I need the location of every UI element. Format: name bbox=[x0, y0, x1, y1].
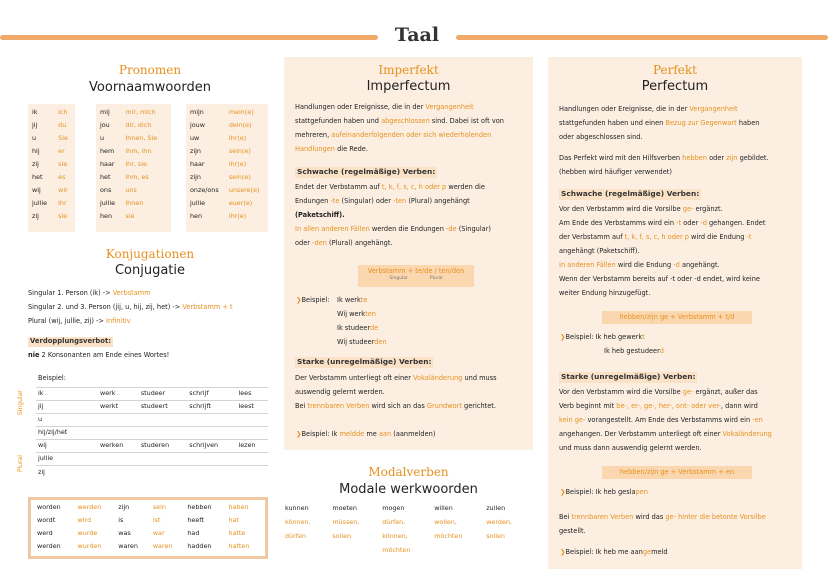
konj-row bbox=[36, 440, 268, 453]
konj-cell bbox=[187, 427, 236, 440]
imp-ex-4: Wij studeerden bbox=[337, 338, 387, 346]
pronomen-table-2 bbox=[98, 106, 171, 223]
perf-p3: oder abgeschlossen sind. bbox=[559, 133, 643, 141]
konj-cell: ik bbox=[36, 388, 98, 401]
imperfekt-title: Imperfekt bbox=[378, 63, 439, 77]
pronomen-dutch: zij bbox=[32, 159, 39, 168]
konj-cell bbox=[98, 466, 139, 479]
perfekt-subtitle: Perfectum bbox=[641, 79, 709, 94]
konjugation-subtitle: Conjugatie bbox=[114, 263, 186, 278]
pronomen-dutch: haar bbox=[100, 159, 115, 168]
header-bar-right bbox=[456, 35, 828, 40]
modal-cell: können, bbox=[285, 518, 311, 526]
imp-intro-2: stattgefunden haben und abgeschlossen sind. Dabei ist oft von bbox=[295, 117, 504, 125]
konj-cell: wij bbox=[36, 440, 98, 453]
pronomen-dutch: het bbox=[100, 172, 111, 181]
verbs-cell: war bbox=[152, 528, 165, 537]
pronomen-german: ich bbox=[58, 107, 68, 116]
pronomen-dutch: ons bbox=[100, 185, 112, 194]
pronomen-row bbox=[98, 145, 171, 158]
perf-b2: Ik heb gestudeerd bbox=[604, 347, 664, 355]
perf-w3: der Verbstamm auf t, k, f, s, c, h oder p wird die Endung -t bbox=[559, 233, 752, 241]
modal-row bbox=[284, 518, 533, 532]
konj-cell: schrijven bbox=[187, 440, 236, 453]
chevron-right-icon: ❯ bbox=[296, 430, 302, 438]
modal-head: kunnen bbox=[285, 504, 309, 512]
imp-k3: Bei trennbaren Verben wird sich an das Grundwort gerichtet. bbox=[295, 402, 496, 410]
modal-cell: dürfen bbox=[285, 532, 306, 540]
perf-w5: In anderen Fällen wird die Endung -d angehängt. bbox=[559, 261, 720, 269]
konj-row bbox=[36, 453, 268, 466]
pronomen-dutch: wij bbox=[32, 185, 41, 194]
konj-cell: u bbox=[36, 414, 98, 427]
verbs-cell: zijn bbox=[118, 502, 130, 511]
konjugation-title: Konjugationen bbox=[105, 247, 195, 261]
pronomen-row bbox=[30, 210, 75, 223]
pronomen-dutch: mij bbox=[100, 107, 110, 116]
chevron-right-icon: ❯ bbox=[560, 548, 566, 556]
perf-p1: Handlungen oder Ereignisse, die in der Vergangenheit bbox=[559, 105, 738, 113]
imp-k1: Der Verbstamm unterliegt oft einer Vokaländerung und muss bbox=[295, 374, 497, 382]
pronomen-german: uns bbox=[125, 185, 137, 194]
perf-stark-title: Starke (unregelmäßige) Verben: bbox=[561, 372, 696, 381]
verbs-cell: wordt bbox=[37, 515, 56, 524]
pronomen-row bbox=[98, 184, 171, 197]
perf-w4: angehängt (Paketschiff). bbox=[559, 247, 640, 255]
verbs-cell: hatte bbox=[228, 528, 246, 537]
perf-w6: Wenn der Verbstamm bereits auf -t oder -d endet, wird keine bbox=[559, 275, 760, 283]
perf-p4: Das Perfekt wird mit den Hilfsverben hebben oder zijn gebildet. bbox=[559, 154, 769, 162]
konj-cell: lees bbox=[236, 388, 268, 401]
konj-cell bbox=[187, 414, 236, 427]
verbs-cell: had bbox=[187, 528, 200, 537]
perf-p5: (hebben wird häufiger verwendet) bbox=[559, 168, 672, 176]
perf-b1: ❯Beispiel: Ik heb gewerkt bbox=[560, 333, 645, 341]
konj-cell bbox=[139, 427, 187, 440]
imp-ex-2: Wij werkten bbox=[337, 310, 376, 318]
konj-cell bbox=[139, 466, 187, 479]
modal-cell: werden, bbox=[486, 518, 512, 526]
perf-x1: Vor den Verbstamm wird die Vorsilbe ge- ergänzt, außer das bbox=[559, 388, 758, 396]
pronomen-german: euer(e) bbox=[228, 198, 253, 207]
perfekt-title: Perfekt bbox=[652, 63, 697, 77]
pronomen-german: sie bbox=[58, 211, 68, 220]
pronomen-row bbox=[188, 145, 268, 158]
pronomen-dutch: u bbox=[100, 133, 105, 142]
pronomen-german: er bbox=[58, 146, 65, 155]
pronomen-dutch: jouw bbox=[190, 120, 205, 129]
pronomen-german: mein(e) bbox=[228, 107, 254, 116]
pronomen-row bbox=[98, 171, 171, 184]
modal-head: mogen bbox=[382, 504, 405, 512]
verbs-row bbox=[35, 540, 263, 553]
imp-s4: In allen anderen Fällen werden die Endungen -de (Singular) bbox=[295, 225, 491, 233]
pronomen-row bbox=[30, 106, 75, 119]
pronomen-german: ihr bbox=[58, 198, 67, 207]
konj-cell: studeert bbox=[139, 401, 187, 414]
verbs-cell: waren bbox=[118, 541, 138, 550]
pronomen-row bbox=[98, 158, 171, 171]
modal-cell: möchten bbox=[434, 532, 463, 540]
imp-schwach-title: Schwache (regelmäßige) Verben: bbox=[297, 167, 436, 176]
konj-cell: lezen bbox=[236, 440, 268, 453]
chevron-right-icon: ❯ bbox=[296, 296, 302, 304]
konj-cell: schrijf bbox=[187, 388, 236, 401]
pronomen-german: sein(e) bbox=[228, 172, 251, 181]
perf-formula-2: hebben/zijn ge + Verbstamm + en bbox=[602, 466, 752, 479]
pronomen-dutch: hen bbox=[100, 211, 113, 220]
pronomen-row bbox=[188, 106, 268, 119]
konj-cell bbox=[139, 414, 187, 427]
verbs-cell: hat bbox=[228, 515, 239, 524]
modal-cell: dürfen, bbox=[382, 518, 406, 526]
perf-x3: kein ge- vorangestellt. Am Ende des Verbstamms wird ein -en bbox=[559, 416, 763, 424]
modal-row bbox=[284, 546, 533, 560]
pronomen-german: Ihnen, Sie bbox=[125, 133, 158, 142]
perf-x4: angehangen. Der Verbstamm unterliegt oft einer Vokaländerung bbox=[559, 430, 772, 438]
pronomen-german: sein(e) bbox=[228, 146, 251, 155]
modal-subtitle: Modale werkwoorden bbox=[339, 482, 478, 497]
verbs-cell: wird bbox=[77, 515, 92, 524]
pronomen-row bbox=[30, 158, 75, 171]
verbs-cell: waren bbox=[152, 541, 173, 550]
modal-cell bbox=[331, 546, 381, 560]
pronomen-german: ihr, sie bbox=[125, 159, 147, 168]
konj-cell: werken bbox=[98, 440, 139, 453]
imp-ex-3: Ik studeerde bbox=[337, 324, 379, 332]
pronomen-row bbox=[98, 210, 171, 223]
pronomen-german: dir, dich bbox=[125, 120, 152, 129]
pronomen-german: ihr(e) bbox=[228, 211, 247, 220]
pronomen-title: Pronomen bbox=[118, 63, 182, 77]
modal-cell: sollen bbox=[486, 532, 505, 540]
modal-cell: wollen, bbox=[434, 518, 457, 526]
imp-intro-1: Handlungen oder Ereignisse, die in der Vergangenheit bbox=[295, 103, 474, 111]
pronomen-dutch: jou bbox=[100, 120, 110, 129]
verbs-cell: hadden bbox=[187, 541, 212, 550]
perf-schwach-title: Schwache (regelmäßige) Verben: bbox=[561, 189, 700, 198]
imp-s5: oder -den (Plural) angehängt. bbox=[295, 239, 393, 247]
pronomen-dutch: zij bbox=[32, 211, 39, 220]
imp-ex-1: Ik werkte bbox=[337, 296, 368, 304]
plural-side-label: Plural bbox=[17, 455, 24, 472]
pronomen-german: sie bbox=[58, 159, 68, 168]
pronomen-row bbox=[188, 132, 268, 145]
pronomen-dutch: mijn bbox=[190, 107, 204, 116]
pronomen-german: sie bbox=[125, 211, 135, 220]
pronomen-german: wir bbox=[58, 185, 68, 194]
modal-head: zullen bbox=[486, 504, 506, 512]
imp-formula-legend: Singular Plural bbox=[389, 275, 443, 281]
verbs-table bbox=[35, 501, 263, 553]
modal-table bbox=[284, 504, 533, 560]
header-bar-left bbox=[0, 35, 378, 40]
verbs-cell: heeft bbox=[187, 515, 204, 524]
imp-s3: (Paketschiff). bbox=[295, 211, 345, 219]
konj-rule-2: Singular 2. und 3. Person (jij, u, hij, zij, het) -> Verbstamm + t bbox=[28, 303, 233, 311]
modal-cell: möchten bbox=[382, 546, 411, 554]
pronomen-german: ihm, ihn bbox=[125, 146, 152, 155]
verbs-cell: wurde bbox=[77, 528, 98, 537]
imp-s1: Endet der Verbstamm auf t, k, f, s, c, h oder p werden die bbox=[295, 183, 485, 191]
konj-cell bbox=[139, 453, 187, 466]
konj-row bbox=[36, 427, 268, 440]
imp-k2: auswendig gelernt werden. bbox=[295, 388, 385, 396]
imp-s2: Endungen -te (Singular) oder -ten (Plural) angehängt bbox=[295, 197, 470, 205]
perf-formula-1: hebben/zijn ge + Verbstamm + t/d bbox=[602, 311, 752, 324]
pronomen-dutch: hem bbox=[100, 146, 115, 155]
pronomen-table-3 bbox=[188, 106, 268, 223]
pronomen-row bbox=[188, 184, 268, 197]
verbs-cell: hebben bbox=[187, 502, 212, 511]
konj-cell: werkt bbox=[98, 401, 139, 414]
perf-w2: Am Ende des Verbstamms wird ein -t oder -d gehangen. Endet bbox=[559, 219, 766, 227]
verbs-cell: haben bbox=[228, 502, 249, 511]
perf-w7: weiter Endung hinzugefügt. bbox=[559, 289, 651, 297]
pronomen-dutch: haar bbox=[190, 159, 205, 168]
verbs-cell: wurden bbox=[77, 541, 102, 550]
perf-bsp3: ❯Beispiel: Ik heb me aangemeld bbox=[560, 548, 668, 556]
konj-cell: hij/zij/het bbox=[36, 427, 98, 440]
modal-cell bbox=[485, 546, 533, 560]
modal-cell: sollen bbox=[332, 532, 352, 540]
page-title: Taal bbox=[394, 24, 440, 46]
pronomen-german: ihnen bbox=[125, 198, 144, 207]
pronomen-dutch: zijn bbox=[190, 146, 201, 155]
pronomen-row bbox=[30, 132, 75, 145]
pronomen-dutch: uw bbox=[190, 133, 200, 142]
verbs-cell: is bbox=[118, 515, 124, 524]
konj-row bbox=[36, 401, 268, 414]
konj-cell bbox=[187, 453, 236, 466]
imp-k4: ❯Beispiel: Ik meldde me aan (aanmelden) bbox=[296, 430, 436, 438]
chevron-right-icon: ❯ bbox=[560, 488, 566, 496]
konj-cell: zij bbox=[36, 466, 98, 479]
perf-w1: Vor den Verbstamm wird die Vorsilbe ge- ergänzt. bbox=[559, 205, 723, 213]
pronomen-table-1 bbox=[30, 106, 75, 223]
pronomen-dutch: u bbox=[32, 133, 37, 142]
verbs-cell: ist bbox=[152, 515, 161, 524]
pronomen-dutch: jij bbox=[32, 120, 38, 129]
perf-x2: Verb beginnt mit be-, er-, ge-, her-, ont- oder ver-, dann wird bbox=[559, 402, 758, 410]
pronomen-row bbox=[188, 119, 268, 132]
pronomen-row bbox=[188, 210, 268, 223]
pronomen-german: Ihr(e) bbox=[228, 133, 247, 142]
pronomen-german: unsere(e) bbox=[228, 185, 260, 194]
pronomen-row bbox=[30, 197, 75, 210]
pronomen-dutch: zijn bbox=[190, 172, 201, 181]
pronomen-german: dein(e) bbox=[228, 120, 252, 129]
verdopplung-title: Verdopplungsverbot: bbox=[30, 337, 111, 345]
pronomen-row bbox=[30, 184, 75, 197]
pronomen-row bbox=[188, 197, 268, 210]
pronomen-dutch: het bbox=[32, 172, 43, 181]
konj-row bbox=[36, 414, 268, 427]
konj-cell: jullie bbox=[36, 453, 98, 466]
perf-y2: gestellt. bbox=[559, 527, 586, 535]
modal-cell bbox=[284, 546, 331, 560]
pronomen-subtitle: Voornaamwoorden bbox=[89, 80, 211, 95]
verbs-cell: worden bbox=[37, 502, 61, 511]
imp-intro-3: mehreren, aufeinanderfolgenden oder sich wiederholenden bbox=[295, 131, 492, 139]
pronomen-dutch: ik bbox=[32, 107, 38, 116]
verbs-cell: sein bbox=[152, 502, 166, 511]
verbs-cell: was bbox=[118, 528, 131, 537]
modal-cell: müssen, bbox=[332, 518, 360, 526]
imp-intro-4: Handlungen die Rede. bbox=[295, 145, 368, 153]
imp-formula bbox=[358, 265, 474, 287]
verbs-cell: werden bbox=[77, 502, 102, 511]
konj-rule-3: Plural (wij, jullie, zij) -> Infinitiv bbox=[28, 317, 131, 325]
modal-row bbox=[284, 532, 533, 546]
konj-cell bbox=[98, 453, 139, 466]
konj-cell: studeer bbox=[139, 388, 187, 401]
verbs-cell: hatten bbox=[228, 541, 250, 550]
imp-stark-title: Starke (unregelmäßige) Verben: bbox=[297, 357, 432, 366]
konj-cell bbox=[236, 414, 268, 427]
pronomen-dutch: jullie bbox=[100, 198, 116, 207]
modal-cell bbox=[433, 546, 485, 560]
konj-rule-1: Singular 1. Person (ik) -> Verbstamm bbox=[28, 289, 151, 297]
pronomen-row bbox=[98, 106, 171, 119]
konj-cell bbox=[98, 427, 139, 440]
pronomen-german: ihm, es bbox=[125, 172, 149, 181]
konj-cell: studeren bbox=[139, 440, 187, 453]
konj-cell bbox=[236, 427, 268, 440]
pronomen-row bbox=[98, 132, 171, 145]
konj-cell bbox=[187, 466, 236, 479]
perf-y1: Bei trennbaren Verben wird das ge- hinter die betonte Vorsilbe bbox=[559, 513, 766, 521]
konj-cell bbox=[236, 466, 268, 479]
pronomen-dutch: hij bbox=[32, 146, 40, 155]
modal-head: willen bbox=[434, 504, 453, 512]
konj-row bbox=[36, 466, 268, 479]
modal-head-row bbox=[284, 504, 533, 518]
pronomen-dutch: jullie bbox=[190, 198, 206, 207]
imperfekt-subtitle: Imperfectum bbox=[366, 79, 451, 94]
chevron-right-icon: ❯ bbox=[560, 333, 566, 341]
perf-x5: und muss dann auswendig gelernt werden. bbox=[559, 444, 702, 452]
konj-row bbox=[36, 388, 268, 401]
pronomen-dutch: onze/ons bbox=[190, 185, 219, 194]
imp-formula-text: Verbstamm + te/de / ten/den bbox=[367, 267, 465, 275]
pronomen-german: du bbox=[58, 120, 67, 129]
verdopplung-text: nie 2 Konsonanten am Ende eines Wortes! bbox=[28, 351, 170, 359]
konj-cell bbox=[236, 453, 268, 466]
modal-title: Modalverben bbox=[368, 465, 449, 479]
modal-head: moeten bbox=[332, 504, 357, 512]
pronomen-german: Sie bbox=[58, 133, 68, 142]
konj-beispiel-label: Beispiel: bbox=[38, 374, 66, 382]
verbs-cell: werden bbox=[37, 541, 61, 550]
konjugation-table bbox=[36, 387, 268, 479]
konj-cell bbox=[98, 414, 139, 427]
pronomen-row bbox=[98, 119, 171, 132]
perf-p2: stattgefunden haben und einen Bezug zur Gegenwart haben bbox=[559, 119, 760, 127]
pronomen-row bbox=[30, 171, 75, 184]
pronomen-german: ihr(e) bbox=[228, 159, 247, 168]
konj-cell: schrijft bbox=[187, 401, 236, 414]
konj-cell: leest bbox=[236, 401, 268, 414]
konj-cell: werk bbox=[98, 388, 139, 401]
imp-example-label: ❯Beispiel: bbox=[296, 296, 330, 304]
pronomen-row bbox=[98, 197, 171, 210]
verbs-row bbox=[35, 514, 263, 527]
verbs-row bbox=[35, 501, 263, 514]
pronomen-german: es bbox=[58, 172, 66, 181]
pronomen-row bbox=[30, 119, 75, 132]
pronomen-dutch: hen bbox=[190, 211, 203, 220]
pronomen-row bbox=[188, 158, 268, 171]
singular-side-label: Singular bbox=[17, 390, 24, 415]
verbs-row bbox=[35, 527, 263, 540]
pronomen-dutch: jullie bbox=[32, 198, 48, 207]
pronomen-row bbox=[188, 171, 268, 184]
modal-cell: können, bbox=[382, 532, 408, 540]
pronomen-row bbox=[30, 145, 75, 158]
pronomen-german: mir, mich bbox=[125, 107, 156, 116]
konj-cell: jij bbox=[36, 401, 98, 414]
verbs-cell: werd bbox=[37, 528, 53, 537]
perf-bsp2: ❯Beispiel: Ik heb geslapen bbox=[560, 488, 648, 496]
